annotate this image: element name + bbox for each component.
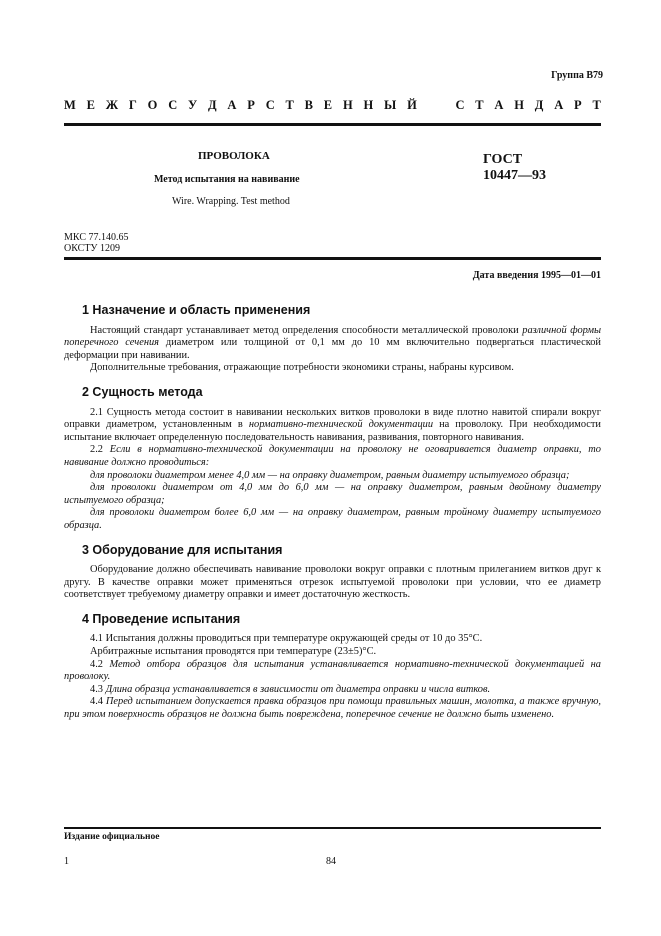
banner-letter: М [64,98,76,112]
banner-letter: Д [208,98,217,112]
gost-number: 10447—93 [483,168,546,183]
banner-letter: Т [285,98,294,112]
interstate-standard-banner [64,98,601,113]
gost-designation [483,152,546,184]
classification-codes [64,232,128,254]
section-2-2: 2.2 Если в нормативно-технической документации на проволоку не оговаривается диаметр оправки, то навивание должно проводиться: [64,444,601,468]
banner-letter: А [494,98,504,112]
section-4-1-arbitration: Арбитражные испытания проводятся при температуре (23±5)°С. [90,646,377,658]
section-2-title: 2 Сущность метода [82,384,203,399]
banner-letter: Д [534,98,544,112]
official-edition: Издание официальное [64,832,160,842]
section-4-1: 4.1 Испытания должны проводиться при температуре окружающей среды от 10 до 35°С. [90,633,483,645]
footer-rule [64,827,601,829]
banner-letter: В [304,98,313,112]
banner-letter: Р [574,98,582,112]
banner-letter: Н [514,98,524,112]
effective-date: Дата введения 1995—01—01 [472,270,601,281]
banner-letter: Н [363,98,374,112]
banner-letter: А [554,98,564,112]
banner-letter: Й [407,98,417,112]
section-4-4: 4.4 Перед испытанием допускается правка образцов при помощи правильных машин, молотка, а также вручную, при этом поверхность образцов не должна быть повреждена, поперечное сечение не должно быть изменено. [64,696,601,721]
gost-label: ГОСТ [483,152,523,167]
banner-letter: О [147,98,158,112]
section-4-3: 4.3 Длина образца устанавливается в зависимости от диаметра оправки и числа витков. [90,683,491,695]
banner-letter: Е [86,98,95,112]
banner-letter: Е [323,98,333,112]
section-4-2: 4.2 Метод отбора образцов для испытания устанавливается нормативно-технической документацией на проволоку. [64,658,601,683]
banner-letter [442,98,445,113]
banner-letter: С [455,98,465,112]
section-1-note: Дополнительные требования, отражающие потребности экономики страны, набраны курсивом. [90,362,514,374]
group-code: Группа В79 [551,70,603,81]
document-title: ПРОВОЛОКА [198,150,270,162]
banner-letter: А [227,98,237,112]
section-3-title: 3 Оборудование для испытания [82,542,283,557]
banner-letter [428,98,431,113]
document-subtitle: Метод испытания на навивание [154,174,300,185]
document-body [64,300,601,722]
banner-letter: У [188,98,198,112]
header-rule [64,123,601,126]
section-3-paragraph: Оборудование должно обеспечивать навивание проволоки вокруг оправки с плотным прилеганием витков друг к другу. В качестве оправки может применяться отрезок испытуемой проволоки при условии, что ее диаметр соответствует требуемому диаметру оправки и имеет достаточную жесткость. [64,564,601,601]
sheet-number: 1 [64,856,69,867]
section-1-title: 1 Назначение и область применения [82,303,311,317]
codes-rule [64,257,601,260]
banner-letter: Ы [384,98,397,112]
section-2-2-item-2: для проволоки диаметром от 4,0 мм до 6,0 мм — на оправку диаметром, равным двойному диаметру испытуемого образца; [64,482,601,506]
banner-letter: Т [475,98,484,112]
banner-letter: Т [592,98,601,112]
section-2-2-item-3: для проволоки диаметром более 6,0 мм — на оправку диаметром, равным тройному диаметру испытуемого образца. [64,507,601,531]
page-number: 84 [326,856,336,867]
english-title: Wire. Wrapping. Test method [172,196,290,207]
banner-letter: Р [247,98,255,112]
section-2-1: 2.1 Сущность метода состоит в навивании нескольких витков проволоки в виде плотно навитой спирали вокруг оправки диаметром, установленным в нормативно-технической документации на проволоку. При необходимости испытание включает определенную последовательность навивания, развивания, повторного навивания. [64,406,601,443]
banner-letter: С [168,98,178,112]
banner-letter: Г [128,98,137,112]
okstu-code: ОКСТУ 1209 [64,243,121,254]
banner-letter: С [265,98,275,112]
banner-letter: Н [342,98,353,112]
section-2-2-item-1: для проволоки диаметром менее 4,0 мм — на оправку диаметром, равным диаметру испытуемого образца; [90,469,570,481]
mks-code: МКС 77.140.65 [64,232,129,243]
section-1-paragraph: Настоящий стандарт устанавливает метод определения способности металлической проволоки различной формы поперечного сечения диаметром или толщиной от 0,1 мм до 10 мм включительно подвергаться пластической деформации при навивании. [64,324,601,361]
banner-letter: Ж [105,98,119,112]
section-4-title: 4 Проведение испытания [82,611,241,626]
